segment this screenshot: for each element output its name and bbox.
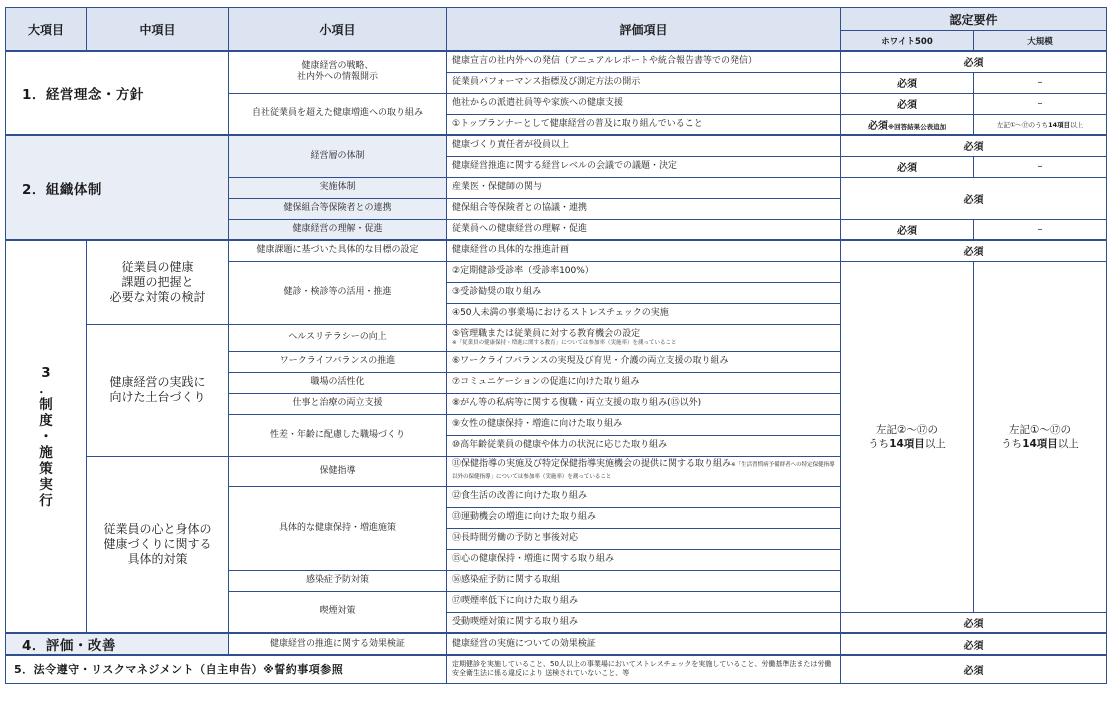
header-major: 大項目 bbox=[6, 8, 87, 52]
sec3-eval-5-text: ⑤管理職または従業員に対する教育機会の設定 bbox=[452, 329, 641, 339]
section-3-char: 度 bbox=[39, 412, 53, 429]
sec3-minor-7: 性差・年齢に配慮した職場づくり bbox=[229, 414, 447, 456]
sec3-eval-8: ⑧がん等の私病等に関する復職・両立支援の取り組み(⑮以外) bbox=[447, 393, 841, 414]
sec3-eval-10: ⑩高年齢従業員の健康や体力の状況に応じた取り組み bbox=[447, 435, 841, 456]
sec3-minor-3: ヘルスリテラシーの向上 bbox=[229, 324, 447, 351]
section-3-char: 行 bbox=[39, 492, 53, 509]
sec1-minor-beyond-employees: 自社従業員を超えた健康増進への取り組み bbox=[229, 93, 447, 135]
header-middle: 中項目 bbox=[87, 8, 229, 52]
section-3-char: ・ bbox=[39, 428, 53, 445]
sec3-eval-16: ⑯感染症予防に関する取組 bbox=[447, 570, 841, 591]
sec1-req-1: 必須 bbox=[841, 51, 1107, 72]
sec1-req-2-large: – bbox=[974, 72, 1107, 93]
sec2-eval-3: 産業医・保健師の関与 bbox=[447, 177, 841, 198]
sec3-eval-13: ⑬運動機会の増進に向けた取り組み bbox=[447, 507, 841, 528]
sec3-req-white500-mid: うち bbox=[868, 437, 890, 450]
sec3-minor-10: 感染症予防対策 bbox=[229, 570, 447, 591]
sec1-req-3-large: – bbox=[974, 93, 1107, 114]
sec1-req-4-large bbox=[974, 114, 1107, 135]
sec1-minor-strategy: 健康経営の戦略、 社内外への情報開示 bbox=[229, 51, 447, 93]
sec3-eval-5 bbox=[447, 324, 841, 351]
sec3-eval-12: ⑫食生活の改善に向けた取り組み bbox=[447, 486, 841, 507]
sec3-eval-4: ④50人未満の事業場におけるストレスチェックの実施 bbox=[447, 303, 841, 324]
sec3-eval-14: ⑭長時間労働の予防と事後対応 bbox=[447, 528, 841, 549]
sec3-eval-18: 受動喫煙対策に関する取り組み bbox=[447, 612, 841, 633]
section-4-title: 4．評価・改善 bbox=[6, 633, 229, 655]
sec2-eval-5: 従業員への健康経営の理解・促進 bbox=[447, 219, 841, 240]
sec3-eval-11-note: ※「生活習慣病予備群者への特定保健指導以外の保健指導」については参加率（実施率）を測っていること bbox=[452, 462, 835, 480]
header-large: 大規模 bbox=[974, 31, 1107, 52]
sec3-minor-6: 仕事と治療の両立支援 bbox=[229, 393, 447, 414]
sec3-req-white500 bbox=[841, 261, 974, 612]
sec3-req-large-bold: 14項目 bbox=[1022, 437, 1058, 450]
section-3-char: 3 bbox=[41, 364, 51, 381]
sec1-eval-4: ①トップランナーとして健康経営の普及に取り組んでいること bbox=[447, 114, 841, 135]
sec2-req-2-white500: 必須 bbox=[841, 156, 974, 177]
certification-requirements-table-wrapper bbox=[5, 7, 1107, 684]
sec3-eval-11 bbox=[447, 456, 841, 486]
sec1-eval-2: 従業員パフォーマンス指標及び測定方法の開示 bbox=[447, 72, 841, 93]
sec2-req-1: 必須 bbox=[841, 135, 1107, 156]
sec2-eval-1: 健康づくり責任者が役員以上 bbox=[447, 135, 841, 156]
sec3-req-large-mid: うち bbox=[1001, 437, 1023, 450]
section-3-char: 制 bbox=[39, 396, 53, 413]
sec3-minor-2: 健診・検診等の活用・推進 bbox=[229, 261, 447, 324]
sec3-eval-11-text: ⑪保健指導の実施及び特定保健指導実施機会の提供に関する取り組み bbox=[452, 459, 732, 469]
sec2-eval-4: 健保組合等保険者との協議・連携 bbox=[447, 198, 841, 219]
sec3-group-3: 従業員の心と身体の 健康づくりに関する 具体的対策 bbox=[87, 456, 229, 633]
sec3-minor-4: ワークライフバランスの推進 bbox=[229, 351, 447, 372]
sec2-req-5-large: – bbox=[974, 219, 1107, 240]
sec1-eval-1: 健康宣言の社内外への発信（アニュアルレポートや統合報告書等での発信） bbox=[447, 51, 841, 72]
sec2-minor-management: 経営層の体制 bbox=[229, 135, 447, 177]
sec1-req-2-white500: 必須 bbox=[841, 72, 974, 93]
section-2-title: 2．組織体制 bbox=[6, 135, 229, 240]
section-3-char: 実 bbox=[39, 476, 53, 493]
sec3-eval-15: ⑮心の健康保持・増進に関する取り組み bbox=[447, 549, 841, 570]
sec3-req-white500-post: 以上 bbox=[924, 437, 946, 450]
sec5-req-1: 必須 bbox=[841, 655, 1107, 683]
sec3-req-1: 必須 bbox=[841, 240, 1107, 261]
sec1-req-4-large-post: 以上 bbox=[1070, 120, 1084, 129]
sec3-req-large-pre: 左記①～⑰の bbox=[1009, 423, 1071, 436]
sec4-minor-1: 健康経営の推進に関する効果検証 bbox=[229, 633, 447, 655]
header-minor: 小項目 bbox=[229, 8, 447, 52]
sec3-eval-5-note: ※「従業員の健康保持・増進に関する教育」については参加率（実施率）を測っていること bbox=[452, 340, 677, 346]
sec4-req-1: 必須 bbox=[841, 633, 1107, 655]
sec3-eval-9: ⑨女性の健康保持・増進に向けた取り組み bbox=[447, 414, 841, 435]
sec3-minor-11: 喫煙対策 bbox=[229, 591, 447, 633]
sec1-req-3-white500: 必須 bbox=[841, 93, 974, 114]
section-3-title bbox=[6, 240, 87, 633]
header-requirements: 認定要件 bbox=[841, 8, 1107, 31]
sec1-eval-3: 他社からの派遣社員等や家族への健康支援 bbox=[447, 93, 841, 114]
section-5-title: 5．法令遵守・リスクマネジメント（自主申告）※誓約事項参照 bbox=[6, 655, 447, 683]
sec2-minor-implementation: 実施体制 bbox=[229, 177, 447, 198]
sec2-req-3-4: 必須 bbox=[841, 177, 1107, 219]
sec3-eval-3: ③受診勧奨の取り組み bbox=[447, 282, 841, 303]
sec3-req-18: 必須 bbox=[841, 612, 1107, 633]
sec3-req-white500-bold: 14項目 bbox=[889, 437, 925, 450]
header-white500: ホワイト500 bbox=[841, 31, 974, 52]
section-3-char: 施 bbox=[39, 444, 53, 461]
sec1-req-4-main: 必須 bbox=[867, 120, 888, 132]
certification-requirements-table bbox=[5, 7, 1107, 684]
sec5-eval-1: 定期健診を実施していること、50人以上の事業場においてストレスチェックを実施していること、労働基準法または労働安全衛生法に係る違反により 送検されていないこと、等 bbox=[447, 655, 841, 683]
sec3-minor-9: 具体的な健康保持・増進施策 bbox=[229, 486, 447, 570]
sec3-eval-6: ⑥ワークライフバランスの実現及び育児・介護の両立支援の取り組み bbox=[447, 351, 841, 372]
sec3-group-1: 従業員の健康 課題の把握と 必要な対策の検討 bbox=[87, 240, 229, 324]
sec3-group-2: 健康経営の実践に 向けた土台づくり bbox=[87, 324, 229, 456]
sec3-eval-1: 健康経営の具体的な推進計画 bbox=[447, 240, 841, 261]
sec2-minor-understanding: 健康経営の理解・促進 bbox=[229, 219, 447, 240]
sec2-req-2-large: – bbox=[974, 156, 1107, 177]
section-1-title: 1．経営理念・方針 bbox=[6, 51, 229, 135]
sec3-req-large bbox=[974, 261, 1107, 612]
section-3-char: ． bbox=[39, 380, 53, 397]
sec1-req-4-large-bold: 14項目 bbox=[1048, 120, 1071, 129]
sec1-req-4-white500 bbox=[841, 114, 974, 135]
sec3-eval-7: ⑦コミュニケーションの促進に向けた取り組み bbox=[447, 372, 841, 393]
sec4-eval-1: 健康経営の実施についての効果検証 bbox=[447, 633, 841, 655]
sec3-minor-5: 職場の活性化 bbox=[229, 372, 447, 393]
sec2-eval-2: 健康経営推進に関する経営レベルの会議での議題・決定 bbox=[447, 156, 841, 177]
header-evaluation: 評価項目 bbox=[447, 8, 841, 52]
sec2-minor-insurer: 健保組合等保険者との連携 bbox=[229, 198, 447, 219]
sec2-req-5-white500: 必須 bbox=[841, 219, 974, 240]
section-3-char: 策 bbox=[39, 460, 53, 477]
sec3-req-large-post: 以上 bbox=[1057, 437, 1079, 450]
sec1-req-4-note: ※回答結果公表追加 bbox=[887, 122, 947, 131]
sec1-req-4-large-pre: 左記①～⑰のうち bbox=[996, 120, 1049, 129]
sec3-minor-1: 健康課題に基づいた具体的な目標の設定 bbox=[229, 240, 447, 261]
sec3-req-white500-pre: 左記②～⑰の bbox=[876, 423, 938, 436]
sec3-eval-2: ②定期健診受診率（受診率100%） bbox=[447, 261, 841, 282]
sec3-eval-17: ⑰喫煙率低下に向けた取り組み bbox=[447, 591, 841, 612]
sec3-minor-8: 保健指導 bbox=[229, 456, 447, 486]
